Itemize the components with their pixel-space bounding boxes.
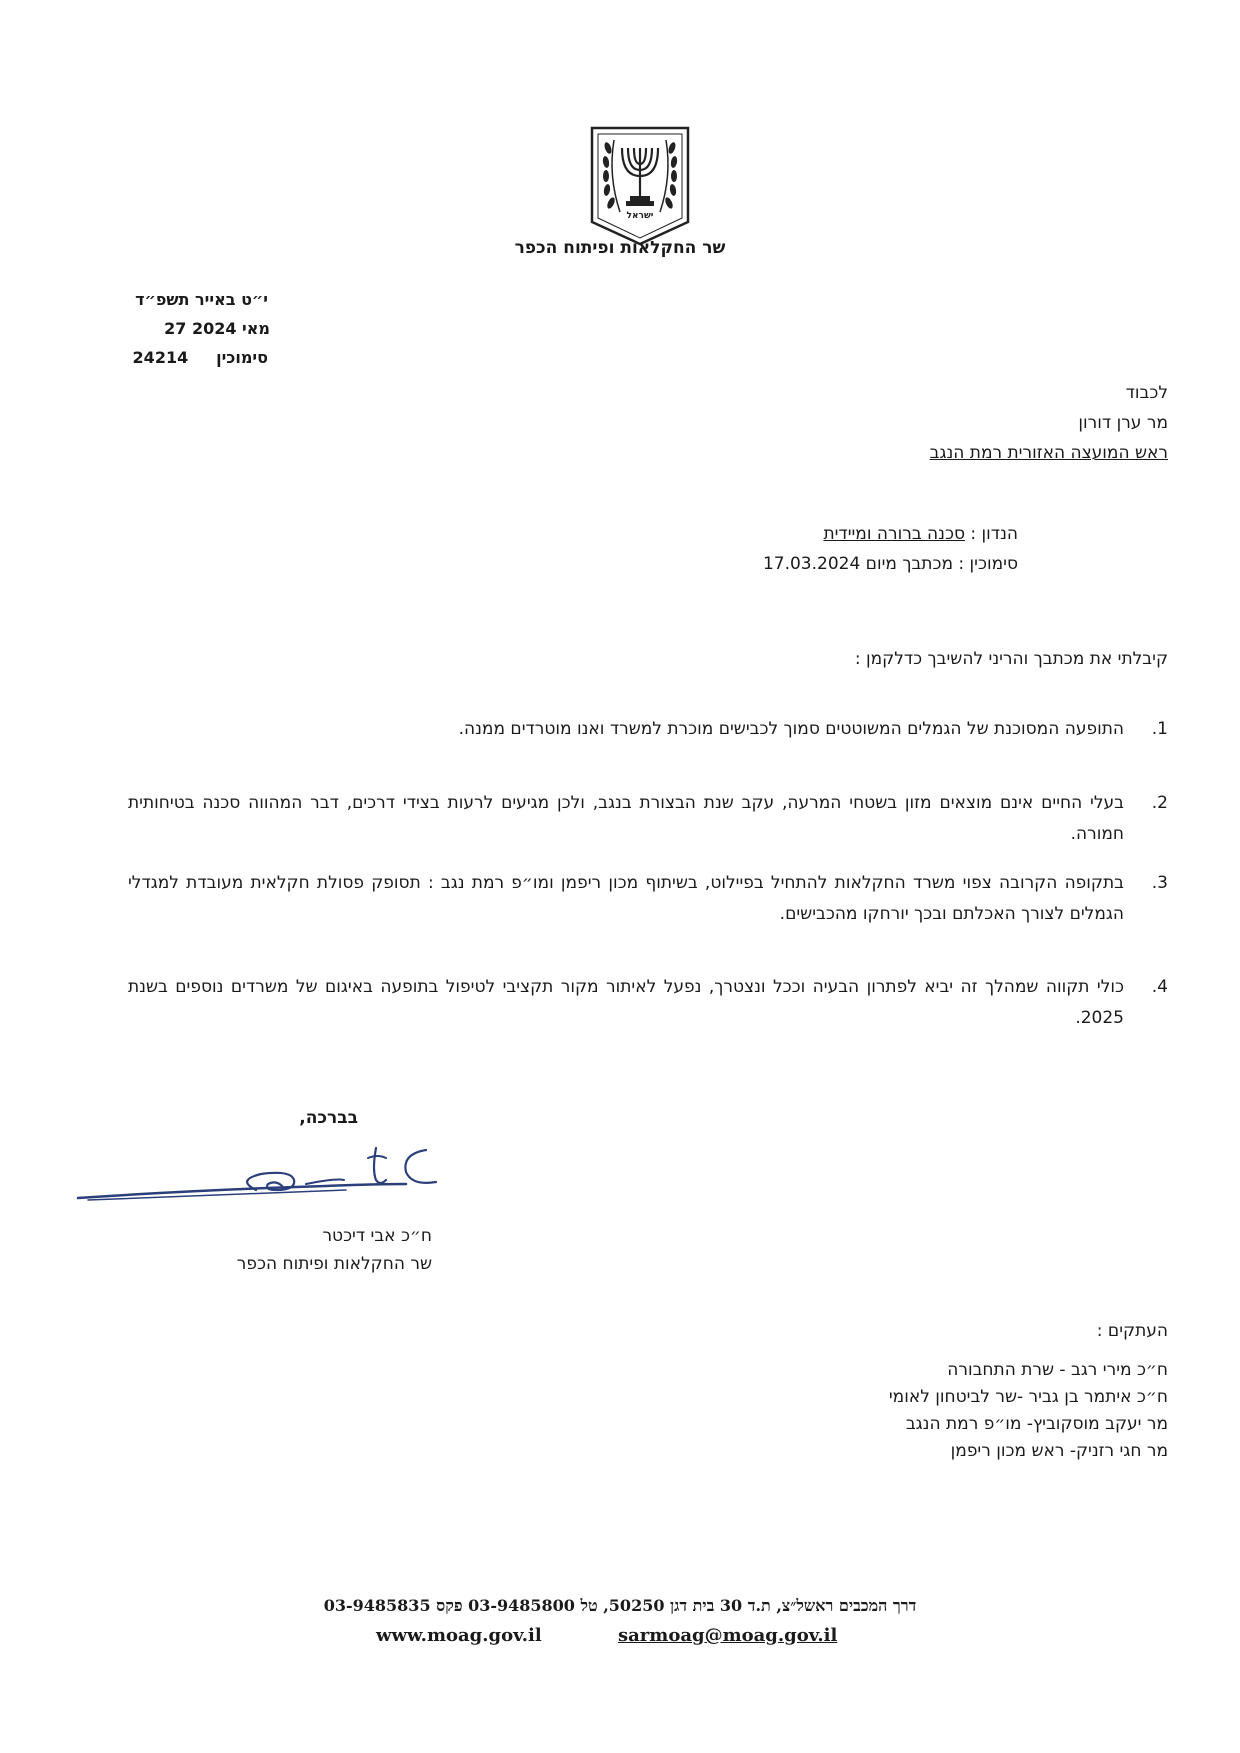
emblem-caption: ישראל	[626, 211, 654, 221]
item-number: 3.	[1151, 873, 1168, 893]
item-text: כולי תקווה שמהלך זה יביא לפתרון הבעיה וככל ונצטרך, נפעל לאיתור מקור תקציבי לטיפול בתופעה באיגום של משרדים נוספים בשנת 2025.	[128, 977, 1124, 1028]
reference-number: 24214	[132, 348, 189, 367]
signer-name: ח״כ אבי דיכטר	[322, 1226, 432, 1246]
reference-line	[133, 343, 268, 372]
signer-title: שר החקלאות ופיתוח הכפר	[236, 1254, 432, 1274]
date-block	[133, 285, 268, 372]
salutation: לכבוד	[1125, 383, 1168, 403]
hebrew-date: י״ט באייר תשפ״ד	[135, 290, 268, 309]
intro-line: קיבלתי את מכתבך והריני להשיבך כדלקמן :	[854, 649, 1168, 669]
footer-email[interactable]: sarmoag@moag.gov.il	[618, 1625, 838, 1646]
list-item	[128, 868, 1168, 930]
cc-entry: מר יעקב מוסקוביץ- מו״פ רמת הנגב	[905, 1414, 1168, 1434]
cc-block	[889, 1318, 1168, 1465]
menorah-emblem-icon	[588, 126, 692, 246]
signature-icon	[76, 1140, 466, 1220]
reference-label: סימוכין	[216, 348, 268, 367]
footer-website[interactable]: www.moag.gov.il	[376, 1625, 542, 1646]
cc-entry: מר חגי רזניק- ראש מכון ריפמן	[950, 1441, 1168, 1461]
item-number: 2.	[1151, 793, 1168, 813]
subject-text: סכנה ברורה ומיידית	[823, 524, 965, 544]
cc-entry: ח״כ איתמר בן גביר -שר לביטחון לאומי	[888, 1387, 1168, 1407]
closing-greeting: בברכה,	[299, 1108, 358, 1128]
subject-reference: סימוכין : מכתבך מיום 17.03.2024	[762, 554, 1018, 574]
subject-block	[763, 519, 1018, 579]
cc-label: העתקים :	[1096, 1321, 1168, 1341]
ministry-title: שר החקלאות ופיתוח הכפר	[514, 238, 726, 258]
signer-block	[237, 1222, 432, 1278]
handwritten-signature	[76, 1140, 466, 1220]
recipient-title: ראש המועצה האזורית רמת הנגב	[929, 443, 1168, 463]
subject-line	[763, 519, 1018, 549]
list-item	[128, 972, 1168, 1034]
footer-address: דרך המכבים ראשל״צ, ת.ד 30 בית דגן 50250, טל 03-9485800 פקס 03-9485835	[323, 1596, 917, 1615]
recipient-name: מר ערן דורון	[1078, 413, 1168, 433]
recipient-block	[930, 378, 1168, 468]
subject-label: הנדון :	[970, 524, 1018, 544]
cc-entry: ח״כ מירי רגב - שרת התחבורה	[947, 1360, 1168, 1380]
item-number: 4.	[1151, 977, 1168, 997]
list-item	[128, 714, 1168, 745]
item-text: בתקופה הקרובה צפוי משרד החקלאות להתחיל בפיילוט, בשיתוף מכון ריפמן ומו״פ רמת נגב : תסופק פסולת חקלאית מעובדת למגדלי הגמלים לצורך האכלתם ובכך יורחקו מהכבישים.	[128, 873, 1124, 924]
gregorian-date: 27 מאי 2024	[164, 319, 270, 338]
state-emblem	[588, 126, 692, 246]
item-number: 1.	[1151, 719, 1168, 739]
item-text: בעלי החיים אינם מוצאים מזון בשטחי המרעה, עקב שנת הבצורת בנגב, ולכן מגיעים לרעות בצידי דרכים, דבר המהווה סכנה בטיחותית חמורה.	[128, 793, 1124, 844]
list-item	[128, 788, 1168, 850]
item-text: התופעה המסוכנת של הגמלים המשוטטים סמוך לכבישים מוכרת למשרד ואנו מוטרדים ממנה.	[458, 719, 1124, 739]
